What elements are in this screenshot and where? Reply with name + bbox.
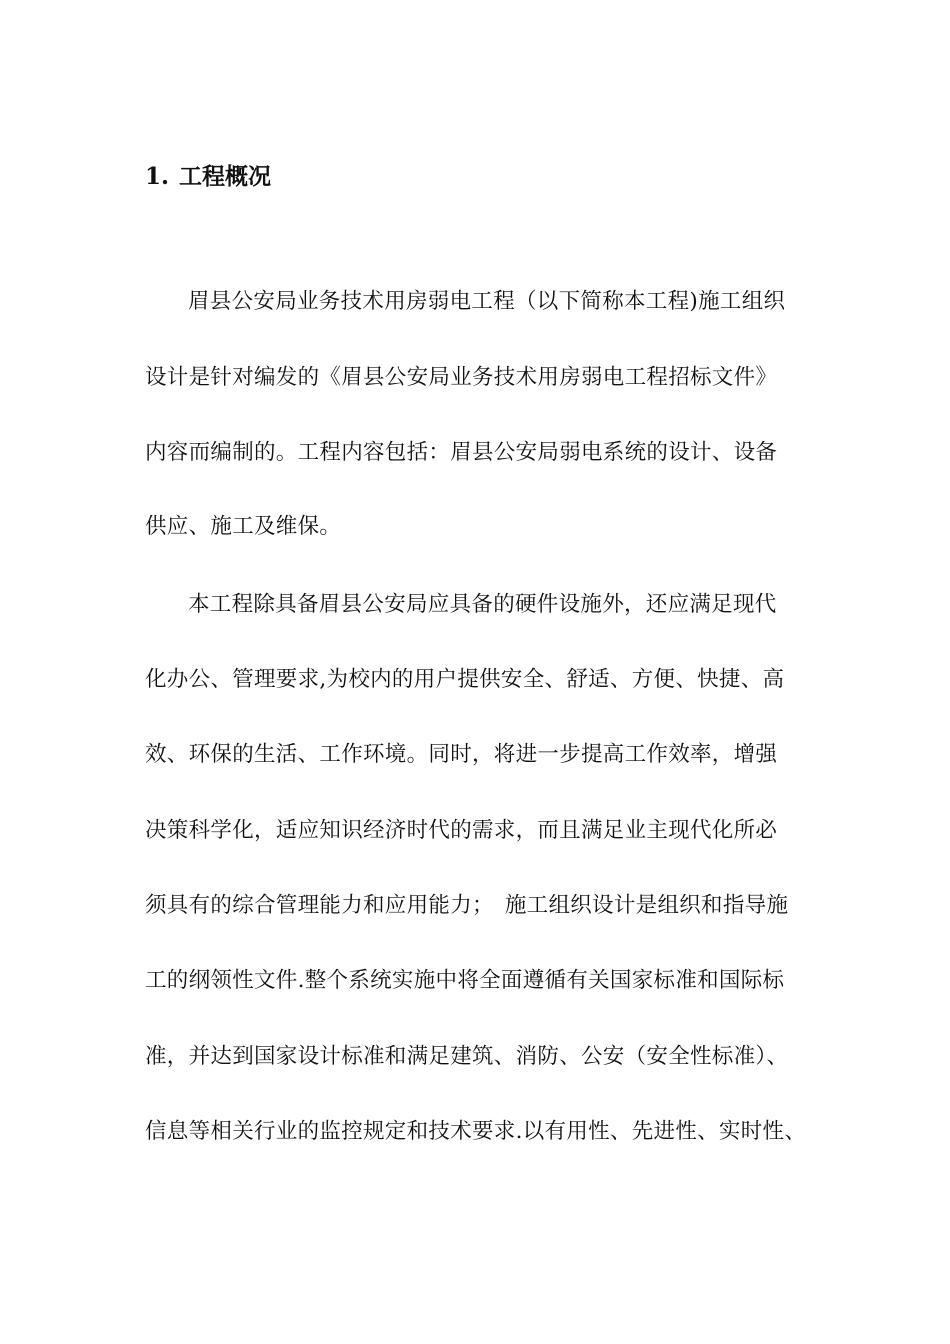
paragraph-2-line-4: 决策科学化，适应知识经济时代的需求，而且满足业主现代化所必 (145, 818, 778, 843)
paragraph-2-line-8: 信息等相关行业的监控规定和技术要求.以有用性、先进性、实时性、 (145, 1119, 807, 1144)
section-number: 1. (145, 163, 170, 190)
paragraph-2-line-2: 化办公、管理要求,为校内的用户提供安全、舒适、方便、快捷、高 (145, 667, 785, 692)
paragraph-2-line-7: 准，并达到国家设计标准和满足建筑、消防、公安（安全性标准）、 (145, 1044, 789, 1069)
paragraph-2-line-1: 本工程除具备眉县公安局应具备的硬件设施外，还应满足现代 (188, 592, 777, 617)
paragraph-1-line-3: 内容而编制的。工程内容包括：眉县公安局弱电系统的设计、设备 (145, 440, 778, 465)
paragraph-2-line-6: 工的纲领性文件.整个系统实施中将全面遵循有关国家标准和国际标 (145, 968, 785, 993)
paragraph-1-line-4: 供应、施工及维保。 (145, 514, 342, 539)
section-heading (145, 160, 271, 194)
paragraph-2-line-3: 效、环保的生活、工作环境。同时，将进一步提高工作效率，增强 (145, 742, 778, 767)
paragraph-1-line-1: 眉县公安局业务技术用房弱电工程（以下简称本工程)施工组织 (188, 289, 786, 314)
paragraph-1-line-2: 设计是针对编发的《眉县公安局业务技术用房弱电工程招标文件》 (145, 365, 778, 390)
section-title: 工程概况 (179, 163, 272, 190)
paragraph-2-line-5: 须具有的综合管理能力和应用能力； 施工组织设计是组织和指导施 (145, 893, 789, 918)
